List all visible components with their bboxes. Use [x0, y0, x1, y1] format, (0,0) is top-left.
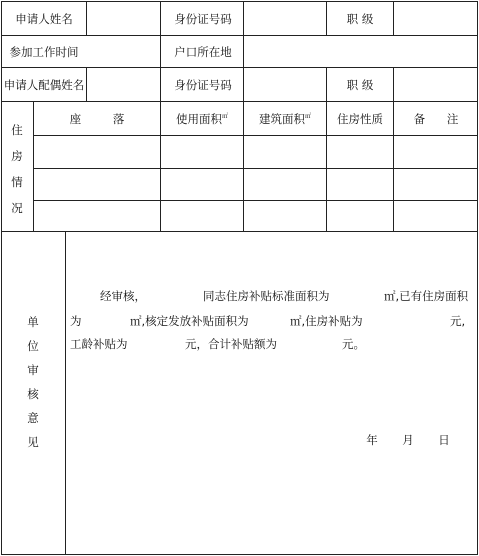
review-label-char: 意	[27, 411, 39, 425]
work-start-label: 参加工作时间	[9, 45, 79, 59]
housing-label-char: 房	[11, 149, 23, 163]
spouse-rank-label: 职 级	[346, 78, 374, 92]
col-remarks-header: 备 注	[413, 112, 459, 126]
review-label-char: 见	[27, 435, 39, 449]
date-month: 月	[402, 433, 414, 447]
housing-label-char: 情	[11, 175, 23, 189]
date-day: 日	[438, 433, 450, 447]
housing-subsidy-text: ㎡,住房补贴为	[290, 314, 363, 328]
review-for-text: 为	[70, 314, 82, 328]
review-label-char: 核	[27, 387, 39, 401]
applicant-name-label: 申请人姓名	[15, 12, 73, 26]
col-location-header: 座 落	[69, 112, 125, 126]
seniority-subsidy-text: 工龄补贴为	[70, 337, 128, 351]
total-subsidy-text: 元，合计补贴额为	[185, 337, 277, 351]
review-label-char: 单	[27, 315, 39, 329]
rank-label: 职 级	[346, 12, 374, 26]
usable-area-text: 使用面积	[175, 112, 222, 126]
spouse-name-label: 申请人配偶姓名	[3, 78, 85, 92]
date-year: 年	[366, 433, 378, 447]
approved-area-text: ㎡,核定发放补贴面积为	[130, 314, 249, 328]
area-unit: ㎡	[221, 113, 229, 121]
review-section-label	[27, 315, 39, 449]
review-label-char: 位	[27, 339, 39, 353]
col-building-area-header	[259, 112, 311, 126]
id-number-label: 身份证号码	[174, 12, 232, 26]
building-area-text: 建筑面积	[258, 112, 305, 126]
housing-section-label	[11, 123, 23, 215]
existing-area-text: ㎡,已有住房面积	[384, 289, 469, 303]
housing-label-char: 况	[11, 201, 23, 215]
yuan-text: 元,	[450, 314, 466, 328]
household-label: 户口所在地	[174, 45, 232, 59]
review-intro: 经审核，	[100, 289, 146, 303]
review-label-char: 审	[27, 363, 39, 377]
col-nature-header: 住房性质	[337, 112, 383, 126]
total-yuan-text: 元。	[342, 337, 365, 351]
standard-area-text: 同志住房补贴标准面积为	[203, 289, 330, 303]
spouse-id-label: 身份证号码	[174, 78, 232, 92]
col-usable-area-header	[176, 112, 228, 126]
area-unit: ㎡	[304, 113, 312, 121]
housing-label-char: 住	[11, 123, 23, 137]
